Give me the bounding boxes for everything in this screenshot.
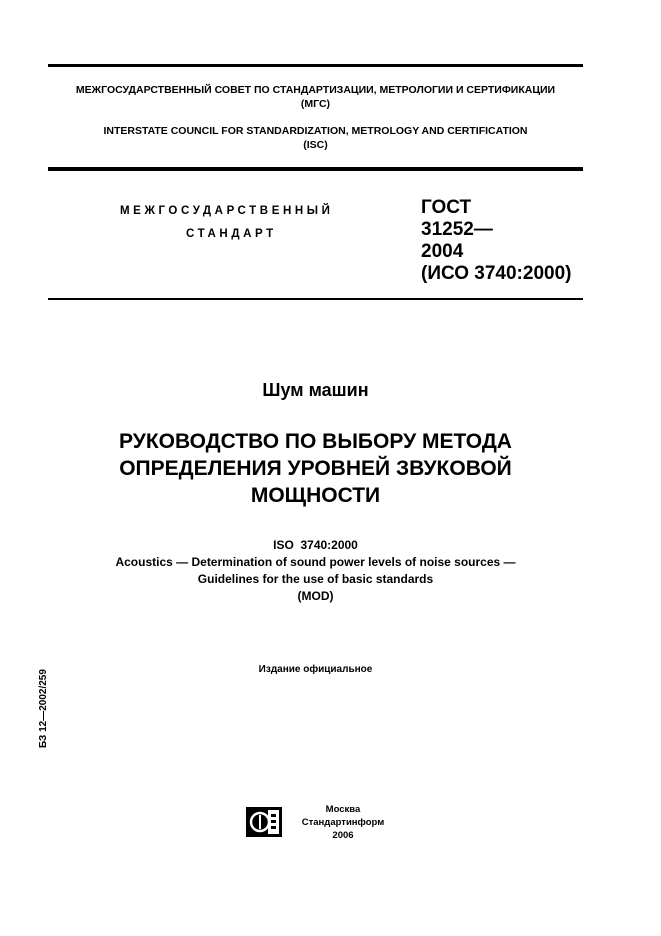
council-en-name: INTERSTATE COUNCIL FOR STANDARDIZATION, METROLOGY AND CERTIFICATION [103,125,528,137]
council-ru-name: МЕЖГОСУДАРСТВЕННЫЙ СОВЕТ ПО СТАНДАРТИЗАЦИИ, МЕТРОЛОГИИ И СЕРТИФИКАЦИИ [75,84,556,96]
iso-title-line3: (MOD) [297,589,334,603]
edition-label: Издание официальное [258,664,373,675]
designation-line2: 31252— [421,219,493,240]
designation-rule [48,298,583,300]
iso-number: ISO 3740:2000 [273,538,358,552]
council-en-abbr: (ISC) [303,139,328,151]
top-rule [48,64,583,67]
iso-title-line2: Guidelines for the use of basic standards [197,572,434,586]
designation-line4: (ИСО 3740:2000) [421,263,572,284]
council-en [48,124,583,152]
publisher-city: Москва [325,804,361,815]
designation [421,197,571,285]
document-title [60,428,571,509]
title-line1: РУКОВОДСТВО ПО ВЫБОРУ МЕТОДА [119,430,512,453]
designation-line1: ГОСТ [421,197,472,218]
council-ru [48,83,583,111]
subject: Шум машин [262,380,369,400]
title-line3: МОЩНОСТИ [250,484,381,507]
title-line2: ОПРЕДЕЛЕНИЯ УРОВНЕЙ ЗВУКОВОЙ [119,457,512,480]
designation-line3: 2004 [421,241,464,262]
standartinform-logo-icon [245,806,283,838]
iso-title-line1: Acoustics — Determination of sound power levels of noise sources — [115,555,516,569]
side-note: БЗ 12—2002/259 [38,669,49,748]
publisher-year: 2006 [332,830,354,841]
publisher [290,803,396,842]
council-ru-abbr: (МГС) [300,98,331,110]
standard-label-line2: СТАНДАРТ [186,228,277,240]
iso-reference [60,537,571,605]
council-rule [48,167,583,171]
publisher-name: Стандартинформ [301,817,385,828]
standard-label-line1: МЕЖГОСУДАРСТВЕННЫЙ [120,205,334,217]
